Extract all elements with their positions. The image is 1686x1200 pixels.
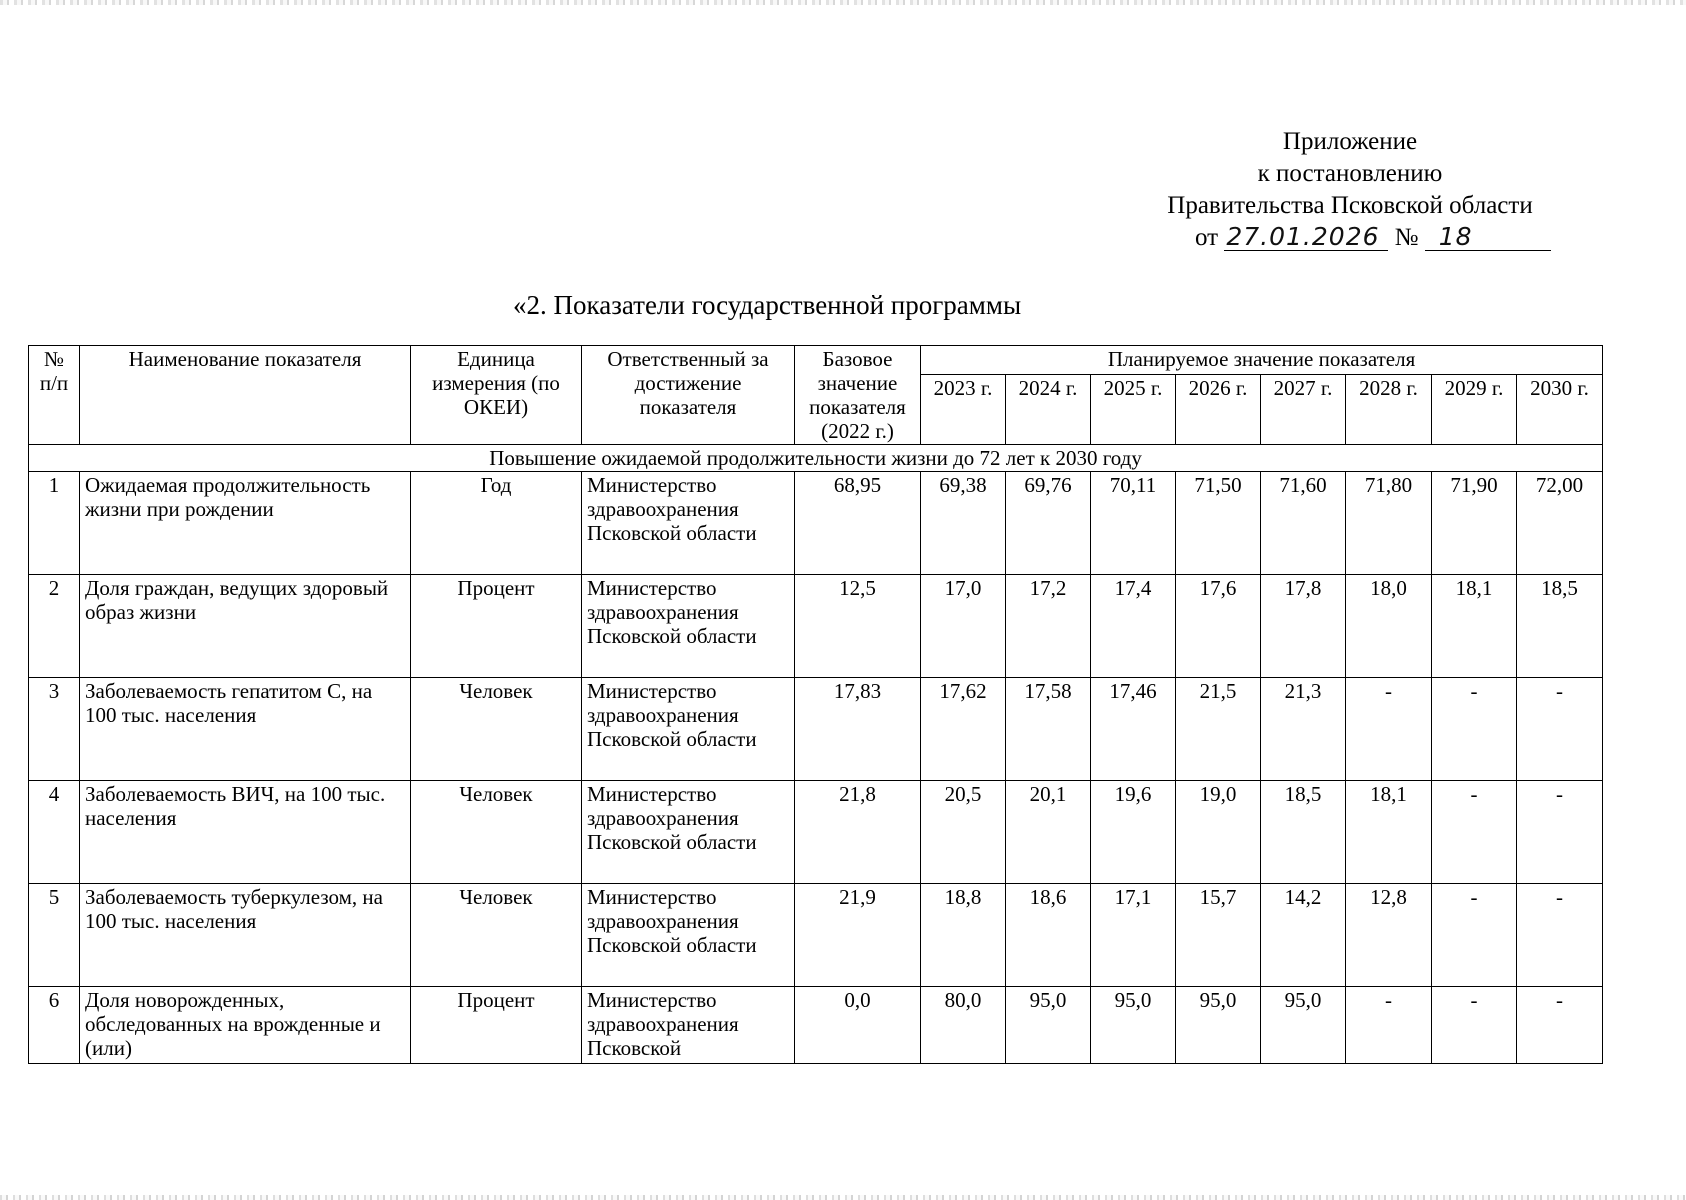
indicator-name: Заболеваемость гепатитом С, на 100 тыс. населения [80, 678, 411, 781]
planned-value: 71,90 [1432, 472, 1517, 575]
base-value: 17,83 [795, 678, 921, 781]
base-value: 0,0 [795, 987, 921, 1064]
base-value: 12,5 [795, 575, 921, 678]
planned-value: 19,0 [1176, 781, 1261, 884]
responsible-cell: Министерство здравоохранения Псковской области [582, 884, 795, 987]
appendix-title: Приложение [1282, 128, 1418, 155]
planned-value: 12,8 [1346, 884, 1432, 987]
row-number: 1 [29, 472, 80, 575]
header-name: Наименование показателя [80, 346, 411, 445]
planned-value: 17,0 [921, 575, 1006, 678]
planned-value: - [1517, 987, 1603, 1064]
base-value: 68,95 [795, 472, 921, 575]
planned-value: 95,0 [1091, 987, 1176, 1064]
planned-value: 21,3 [1261, 678, 1346, 781]
planned-value: 17,46 [1091, 678, 1176, 781]
planned-value: 17,1 [1091, 884, 1176, 987]
header-year: 2025 г. [1091, 375, 1176, 445]
planned-value: 95,0 [1261, 987, 1346, 1064]
planned-value: - [1432, 884, 1517, 987]
planned-value: - [1432, 987, 1517, 1064]
planned-value: - [1346, 678, 1432, 781]
base-value: 21,9 [795, 884, 921, 987]
table-row [29, 472, 1603, 575]
appendix-block [1100, 126, 1600, 254]
header-year: 2026 г. [1176, 375, 1261, 445]
table-row [29, 678, 1603, 781]
planned-value: - [1517, 884, 1603, 987]
planned-value: 18,5 [1261, 781, 1346, 884]
appendix-reference: к постановлению [1257, 160, 1443, 187]
base-value: 21,8 [795, 781, 921, 884]
header-responsible: Ответственный за достижение показателя [582, 346, 795, 445]
planned-value: 17,2 [1006, 575, 1091, 678]
planned-value: 17,8 [1261, 575, 1346, 678]
planned-value: 18,5 [1517, 575, 1603, 678]
from-label: от [1195, 224, 1219, 251]
indicator-name: Заболеваемость ВИЧ, на 100 тыс. населения [80, 781, 411, 884]
planned-value: 72,00 [1517, 472, 1603, 575]
indicator-name: Доля новорожденных, обследованных на врожденные и (или) [80, 987, 411, 1064]
header-row [29, 346, 1603, 375]
header-year: 2024 г. [1006, 375, 1091, 445]
planned-value: 95,0 [1006, 987, 1091, 1064]
scan-edge-top [0, 0, 1686, 5]
planned-value: - [1346, 987, 1432, 1064]
table-row [29, 884, 1603, 987]
planned-value: 17,62 [921, 678, 1006, 781]
header-unit: Единица измерения (по ОКЕИ) [411, 346, 582, 445]
planned-value: 71,80 [1346, 472, 1432, 575]
planned-value: 15,7 [1176, 884, 1261, 987]
planned-value: 18,8 [921, 884, 1006, 987]
table-row [29, 781, 1603, 884]
row-number: 2 [29, 575, 80, 678]
goal-text: Повышение ожидаемой продолжительности жизни до 72 лет к 2030 году [29, 445, 1603, 472]
header-base: Базовое значение показателя (2022 г.) [795, 346, 921, 445]
planned-value: 80,0 [921, 987, 1006, 1064]
planned-value: 70,11 [1091, 472, 1176, 575]
header-year: 2029 г. [1432, 375, 1517, 445]
unit-cell: Процент [411, 575, 582, 678]
planned-value: 69,76 [1006, 472, 1091, 575]
responsible-cell: Министерство здравоохранения Псковской [582, 987, 795, 1064]
appendix-authority: Правительства Псковской области [1167, 192, 1533, 219]
row-number: 5 [29, 884, 80, 987]
planned-value: 95,0 [1176, 987, 1261, 1064]
unit-cell: Процент [411, 987, 582, 1064]
section-title: «2. Показатели государственной программы [513, 290, 1022, 320]
planned-value: 21,5 [1176, 678, 1261, 781]
header-year: 2027 г. [1261, 375, 1346, 445]
row-number: 4 [29, 781, 80, 884]
planned-value: 17,58 [1006, 678, 1091, 781]
planned-value: - [1432, 678, 1517, 781]
responsible-cell: Министерство здравоохранения Псковской области [582, 678, 795, 781]
header-planned: Планируемое значение показателя [921, 346, 1603, 375]
header-year: 2023 г. [921, 375, 1006, 445]
planned-value: - [1432, 781, 1517, 884]
planned-value: 18,6 [1006, 884, 1091, 987]
planned-value: 18,0 [1346, 575, 1432, 678]
unit-cell: Год [411, 472, 582, 575]
responsible-cell: Министерство здравоохранения Псковской области [582, 781, 795, 884]
indicator-name: Доля граждан, ведущих здоровый образ жизни [80, 575, 411, 678]
row-number: 3 [29, 678, 80, 781]
handwritten-number: 18 [1425, 224, 1551, 251]
header-year: 2030 г. [1517, 375, 1603, 445]
handwritten-date: 27.01.2026 [1224, 224, 1388, 251]
planned-value: 69,38 [921, 472, 1006, 575]
planned-value: 17,6 [1176, 575, 1261, 678]
planned-value: 71,50 [1176, 472, 1261, 575]
planned-value: - [1517, 678, 1603, 781]
indicator-name: Заболеваемость туберкулезом, на 100 тыс. населения [80, 884, 411, 987]
responsible-cell: Министерство здравоохранения Псковской области [582, 472, 795, 575]
unit-cell: Человек [411, 678, 582, 781]
planned-value: - [1517, 781, 1603, 884]
responsible-cell: Министерство здравоохранения Псковской области [582, 575, 795, 678]
planned-value: 18,1 [1346, 781, 1432, 884]
planned-value: 14,2 [1261, 884, 1346, 987]
unit-cell: Человек [411, 781, 582, 884]
header-year: 2028 г. [1346, 375, 1432, 445]
scan-edge-bottom [0, 1195, 1686, 1200]
indicator-name: Ожидаемая продолжительность жизни при рождении [80, 472, 411, 575]
planned-value: 20,1 [1006, 781, 1091, 884]
planned-value: 71,60 [1261, 472, 1346, 575]
header-num: № п/п [29, 346, 80, 445]
row-number: 6 [29, 987, 80, 1064]
table-row [29, 987, 1603, 1064]
goal-row [29, 445, 1603, 472]
planned-value: 17,4 [1091, 575, 1176, 678]
appendix-date-number [1195, 222, 1600, 254]
table-row [29, 575, 1603, 678]
number-label: № [1394, 224, 1419, 251]
planned-value: 18,1 [1432, 575, 1517, 678]
indicators-table [28, 345, 1603, 1064]
planned-value: 20,5 [921, 781, 1006, 884]
unit-cell: Человек [411, 884, 582, 987]
planned-value: 19,6 [1091, 781, 1176, 884]
